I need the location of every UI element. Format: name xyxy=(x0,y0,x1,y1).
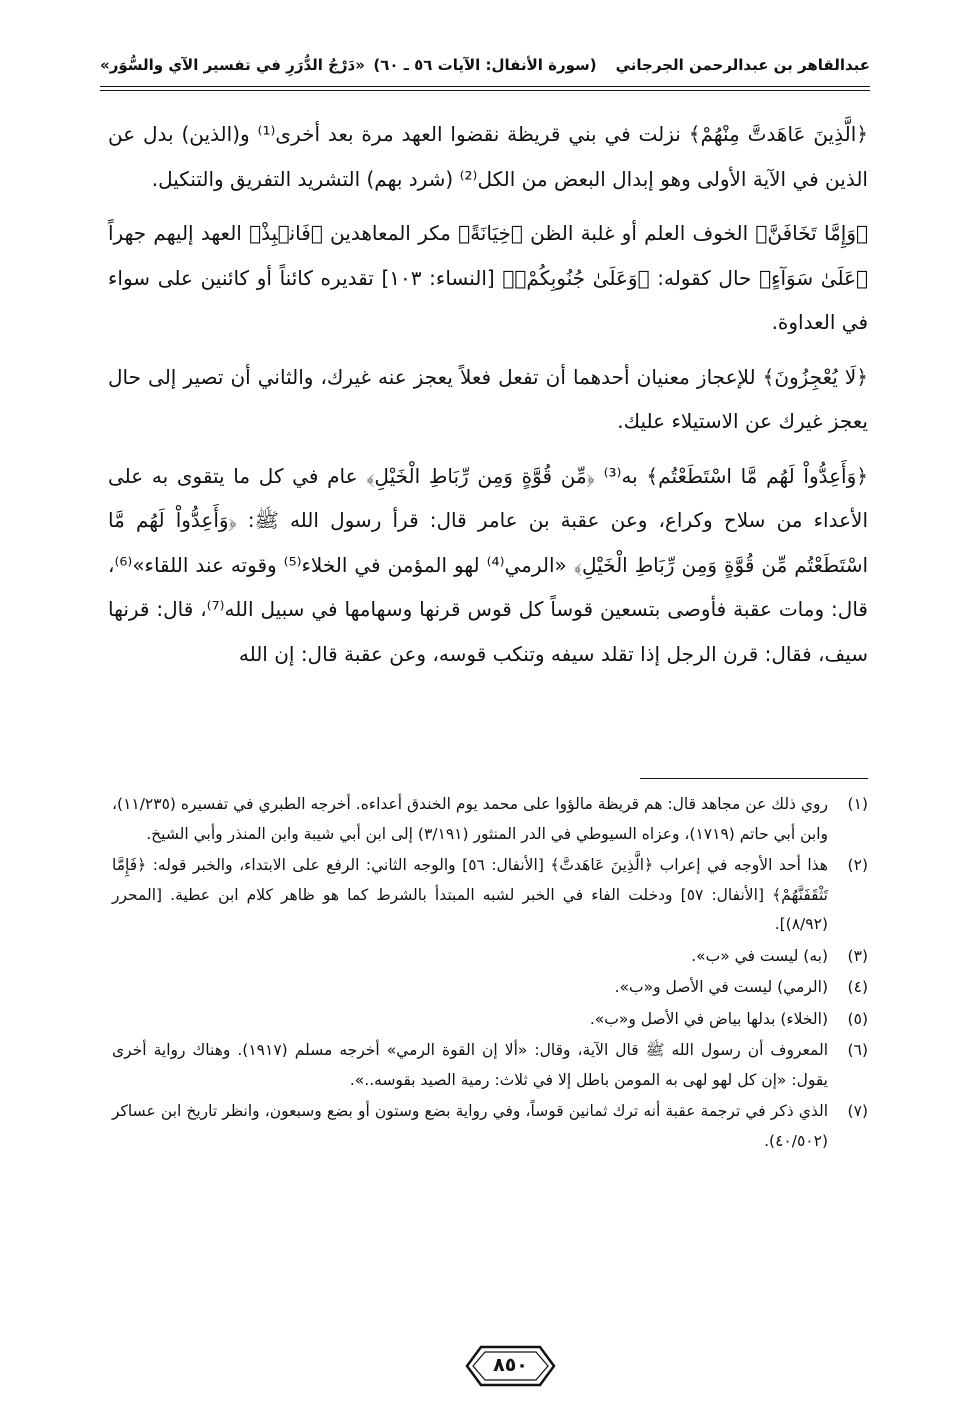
footnote xyxy=(112,1036,868,1095)
footnote-text: روي ذلك عن مجاهد قال: هم قريظة مالؤوا على محمد يوم الخندق أعداءه. أخرجه الطبري في تفسيره (١١/٢٣٥)، وابن أبي حاتم (١٧١٩)، وعزاه السيوطي في الدر المنثور (٣/١٩١) إلى ابن أبي شيبة وابن المنذر وأبي الشيخ. xyxy=(112,795,828,843)
paragraph: ﴿لَا يُعْجِزُونَ﴾ للإعجاز معنيان أحدهما أن تفعل فعلاً يعجز عنه غيرك، والثاني أن تصير إلى حال يعجز غيرك عن الاستيلاء عليك. xyxy=(108,364,868,433)
running-header xyxy=(100,50,870,82)
footnote-number: (٣) xyxy=(847,946,868,965)
footnote-text: المعروف أن رسول الله ﷺ قال الآية، وقال: «ألا إن القوة الرمي» أخرجه مسلم (١٩١٧). وهناك رواية أخرى يقول: «إن كل لهو لهى به المومن باطل إلا في ثلاث: رمية الصيد بقوسه..». xyxy=(112,1041,828,1089)
footnote-text: (به) ليست في «ب». xyxy=(691,946,828,965)
footnote xyxy=(112,1005,868,1035)
footnote xyxy=(112,790,868,849)
footnote xyxy=(112,1097,868,1156)
footnote-number: (٧) xyxy=(847,1102,868,1120)
page-number: ٨٥٠ xyxy=(493,1354,528,1376)
footnote-text: هذا أحد الأوجه في إعراب ﴿الَّذِينَ عَاهَدتَّ﴾ [الأنفال: ٥٦] والوجه الثاني: الرفع على الابتداء، والخبر قوله: ﴿فَإِمَّا تَثْقَفَنَّهُمْ﴾ [الأنفال: ٥٧] ودخلت الفاء في الخبر لشبه المبتدأ بالشرط كما هو ظاهر كلام ابن عطية. [المحرر (٨/٩٢)]. xyxy=(112,856,828,933)
header-book-title: «دَرْجُ الدُّرَرِ في تفسير الآي والسُّوَر» xyxy=(100,56,365,74)
footnote-text: (الرمي) ليست في الأصل و«ب». xyxy=(614,978,828,996)
footnote-separator xyxy=(640,778,868,779)
header-author: عبدالقاهر بن عبدالرحمن الجرجاني xyxy=(615,56,870,74)
footnotes xyxy=(112,790,868,1158)
paragraph: ﴿وَإِمَّا تَخَافَنَّ﴾ الخوف العلم أو غلبة الظن ﴿خِيَانَةً﴾ مكر المعاهدين ﴿فَانۢبِذْ﴾ العهد إليهم جهراً ﴿عَلَىٰ سَوَآءٍ﴾ حال كقوله: ﴿وَعَلَىٰ جُنُوبِكُمْۚ﴾ [النساء: ١٠٣] تقديره كائناً أو كائنين على سواء في العداوة. xyxy=(108,221,868,334)
paragraph: ﴿الَّذِينَ عَاهَدتَّ مِنْهُمْ﴾ نزلت في بني قريظة نقضوا العهد مرة بعد أخرى⁽¹⁾ و(الذين) بدل عن الذين في الآية الأولى وهو إبدال البعض من الكل⁽²⁾ (شرد بهم) التشريد التفريق والتنكيل. xyxy=(108,122,868,191)
footnote-text: الذي ذكر في ترجمة عقبة أنه ترك ثمانين قوساً، وفي رواية بضع وستون أو بضع وسبعون، وانظر تاريخ ابن عساكر (٤٠/٥٠٢). xyxy=(112,1102,828,1150)
paragraph: ﴿وَأَعِدُّواْ لَهُم مَّا اسْتَطَعْتُم﴾ به⁽³⁾ ﴿مِّن قُوَّةٍ وَمِن رِّبَاطِ الْخَيْلِ﴾ عام في كل ما يتقوى به على الأعداء من سلاح وكراع، وعن عقبة بن عامر قال: قرأ رسول الله ﷺ: ﴿وَأَعِدُّواْ لَهُم مَّا اسْتَطَعْتُم مِّن قُوَّةٍ وَمِن رِّبَاطِ الْخَيْلِ﴾ «الرمي⁽⁴⁾ لهو المؤمن في الخلاء⁽⁵⁾ وقوته عند اللقاء»⁽⁶⁾، قال: ومات عقبة فأوصى بتسعين قوساً كل قوس قرنها وسهامها في سبيل الله⁽⁷⁾، قال: قرنها سيف، فقال: قرن الرجل إذا تقلد سيفه وتنكب قوسه، وعن عقبة قال: إن الله xyxy=(108,463,869,666)
footnote-number: (١) xyxy=(847,795,868,813)
footnote-number: (٥) xyxy=(847,1009,868,1028)
footnote-text: (الخلاء) بدلها بياض في الأصل و«ب». xyxy=(589,1009,828,1028)
footnote xyxy=(112,942,868,972)
header-rule-top xyxy=(100,86,870,87)
footnote xyxy=(112,973,868,1003)
footnote-number: (٦) xyxy=(847,1041,868,1059)
header-section: (سورة الأنفال: الآيات ٥٦ ـ ٦٠) xyxy=(373,56,597,74)
header-rule-bottom xyxy=(100,90,870,91)
main-text xyxy=(108,112,868,686)
page-number-ornament xyxy=(463,1343,558,1389)
footnote-number: (٤) xyxy=(847,978,868,996)
footnote xyxy=(112,851,868,940)
footnote-number: (٢) xyxy=(847,856,868,874)
